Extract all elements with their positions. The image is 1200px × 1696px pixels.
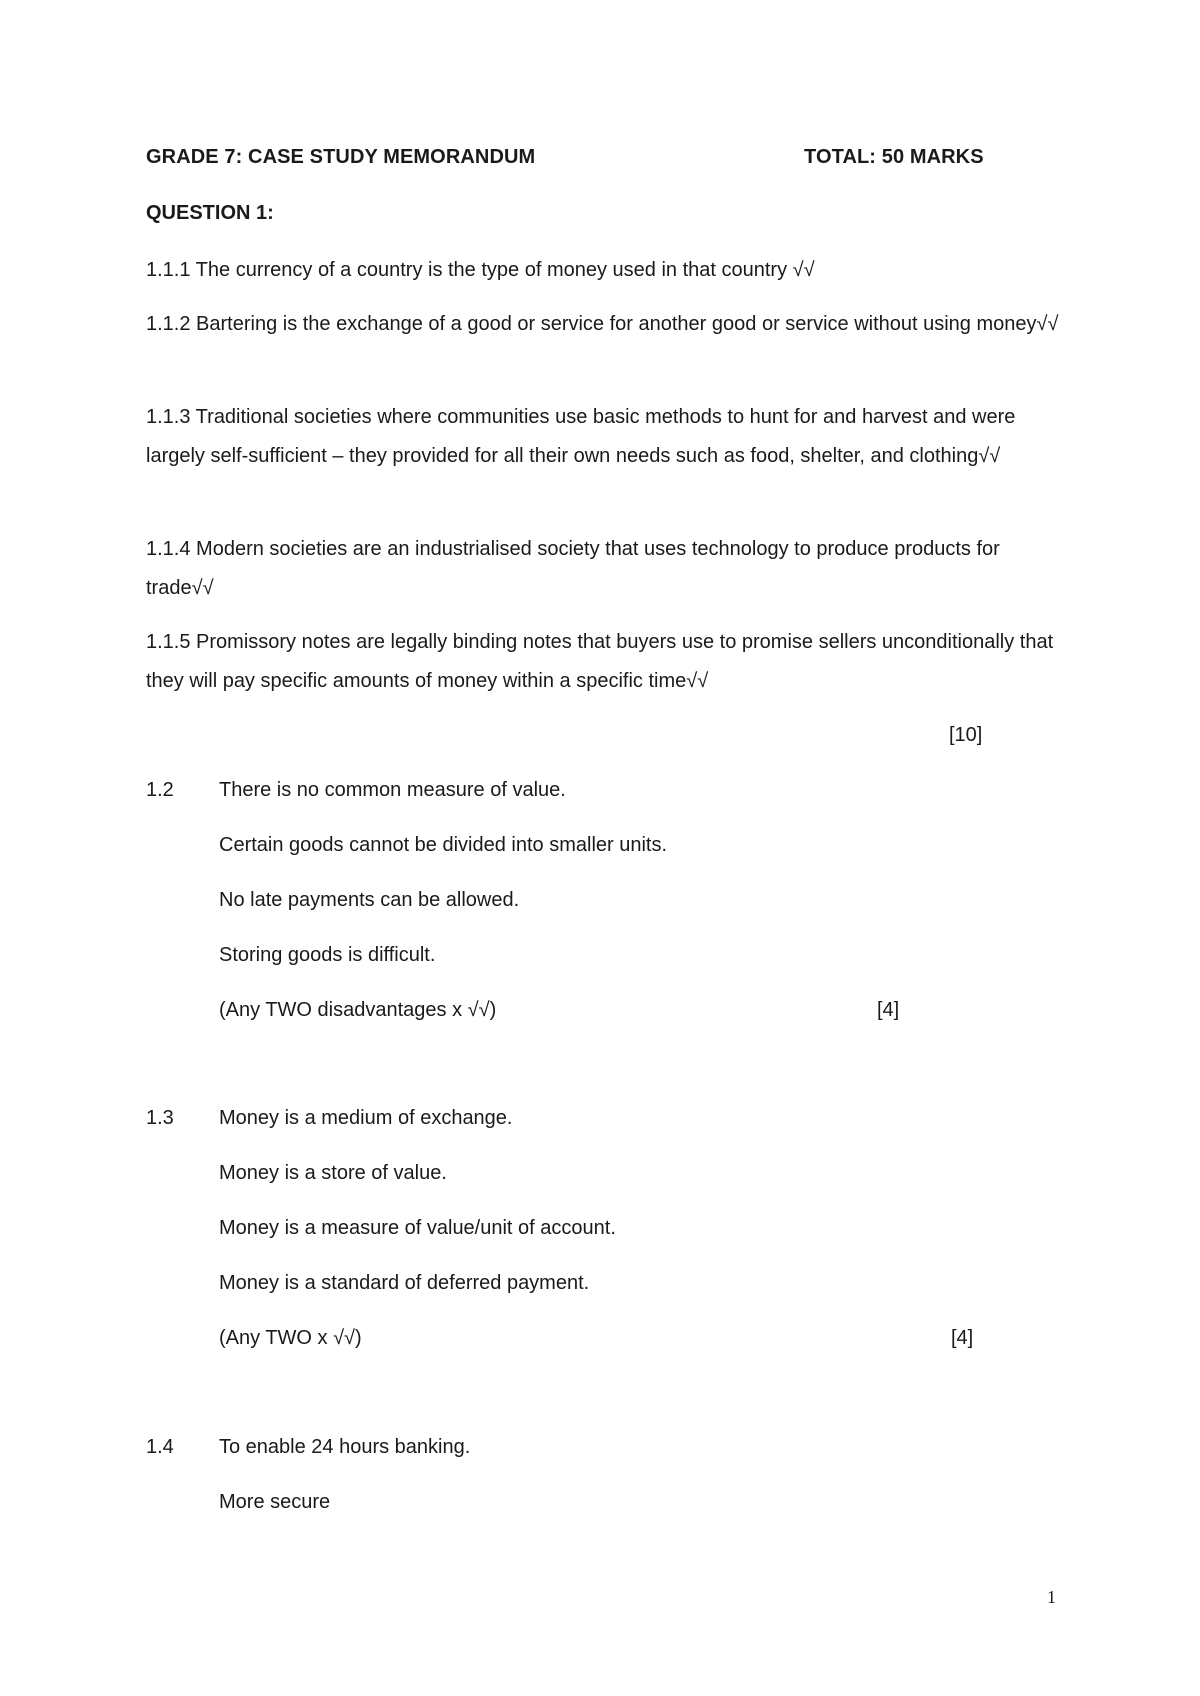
list-item: More secure [219, 1491, 331, 1513]
answer-1-1-4: 1.1.4 Modern societies are an industrialised society that uses technology to produce products for trade√√ [146, 538, 1000, 599]
list-item: Money is a standard of deferred payment. [219, 1272, 590, 1294]
document-header [146, 146, 1006, 169]
answer-1-1-1: 1.1.1 The currency of a country is the type of money used in that country √√ [146, 259, 815, 281]
marks-1-1: [10] [949, 724, 983, 746]
document-title: GRADE 7: CASE STUDY MEMORANDUM [146, 146, 536, 168]
page-number: 1 [1047, 1587, 1056, 1607]
list-item: (Any TWO disadvantages x √√) [219, 999, 497, 1021]
answer-1-1-5: 1.1.5 Promissory notes are legally binding notes that buyers use to promise sellers unconditionally that they will pay specific amounts of money within a specific time√√ [146, 631, 1054, 692]
answer-1-1-3: 1.1.3 Traditional societies where communities use basic methods to hunt for and harvest and were largely self-sufficient – they provided for all their own needs such as food, shelter, and clothing√√ [146, 406, 1016, 467]
question-1-title: QUESTION 1: [146, 202, 274, 224]
list-item: Certain goods cannot be divided into smaller units. [219, 834, 668, 856]
marks-1-3: [4] [951, 1327, 974, 1349]
question-1-4-number: 1.4 [146, 1436, 174, 1458]
list-item: (Any TWO x √√) [219, 1327, 362, 1349]
list-item: Storing goods is difficult. [219, 944, 436, 966]
answer-1-1-2: 1.1.2 Bartering is the exchange of a good or service for another good or service without using money√√ [146, 313, 1059, 335]
total-marks: TOTAL: 50 MARKS [804, 146, 984, 168]
list-item: Money is a store of value. [219, 1162, 447, 1184]
marks-1-2: [4] [877, 999, 900, 1021]
list-item: No late payments can be allowed. [219, 889, 520, 911]
question-1-2-number: 1.2 [146, 779, 174, 801]
question-1-3-number: 1.3 [146, 1107, 174, 1129]
list-item: To enable 24 hours banking. [219, 1436, 471, 1458]
list-item: There is no common measure of value. [219, 779, 566, 801]
list-item: Money is a measure of value/unit of account. [219, 1217, 616, 1239]
list-item: Money is a medium of exchange. [219, 1107, 513, 1129]
